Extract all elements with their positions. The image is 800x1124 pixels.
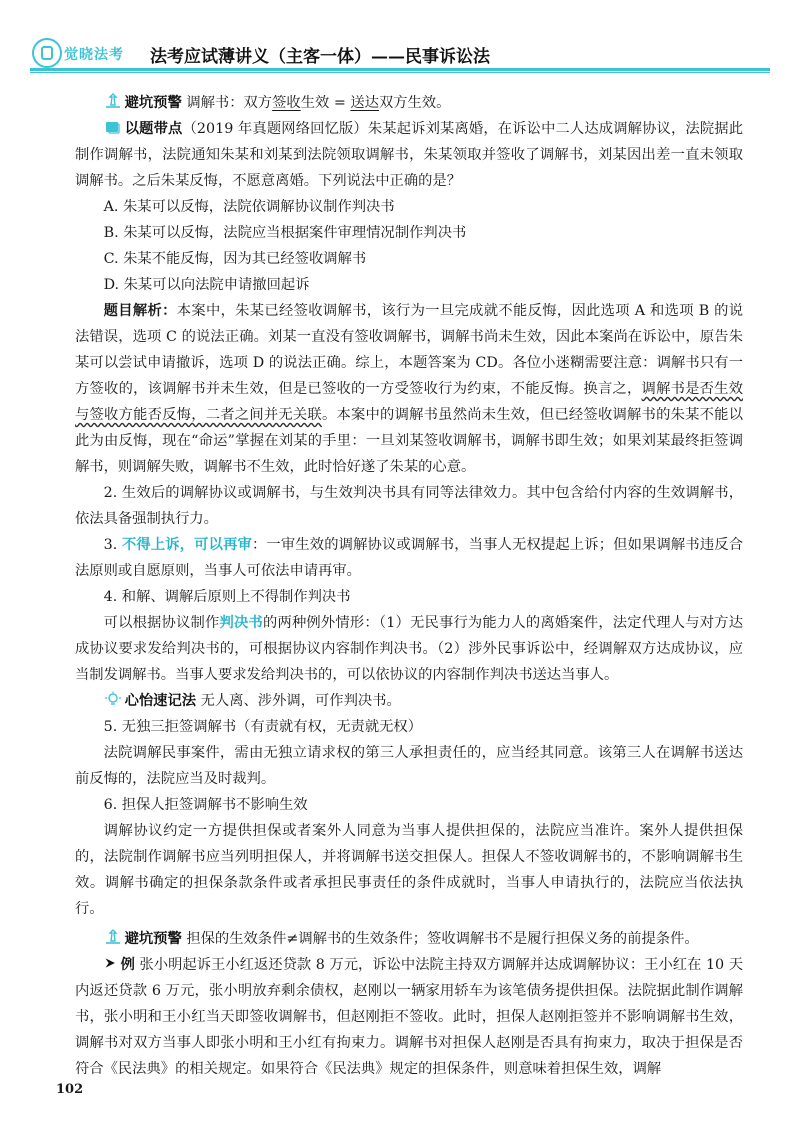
memory-tip-tag: 心怡速记法 [124, 693, 197, 709]
header-title: 法考应试薄讲义（主客一体）——民事诉讼法 [150, 47, 490, 67]
paragraph-5-body: 法院调解民事案件，需由无独立请求权的第三人承担责任的，应当经其同意。该第三人在调解书送达前反悔的，法院应当及时裁判。 [75, 745, 743, 787]
warning-text-sign: 签收 [272, 95, 301, 111]
warning-text-2: 担保的生效条件≠调解书的生效条件；签收调解书不是履行担保义务的前提条件。 [186, 931, 699, 947]
paragraph-4-body-b: 的两种例外情形：（1）无民事行为能力人的离婚案件，法定代理人与对方达成协议要求发给判决书的，可根据协议内容制作判决书。（2）涉外民事诉讼中，经调解双方达成协议，应当制发调解书。当事人要求发给判决书的，可以依协议的内容制作判决书送达当事人。 [75, 615, 744, 683]
paragraph-3-rest: ：一审生效的调解协议或调解书，当事人无权提起上诉；但如果调解书违反合法原则或自愿原则，当事人可依法申请再审。 [75, 537, 744, 579]
exam-question-text: （2019 年真题网络回忆版）朱某起诉刘某离婚，在诉讼中二人达成调解协议，法院据此制作调解书，法院通知朱某和刘某到法院领取调解书，朱某领取并签收了调解书，刘某因出差一直未领取调解书。之后朱某反悔，不愿意离婚。下列说法中正确的是？ [75, 121, 743, 189]
page-number: 102 [56, 1082, 84, 1097]
paragraph-4-body [75, 610, 743, 688]
option-a: A. 朱某可以反悔，法院依调解协议制作判决书 [103, 199, 395, 215]
paragraph-6-body: 调解协议约定一方提供担保或者案外人同意为当事人提供担保的，法院应当准许。案外人提供担保的，法院制作调解书应当列明担保人，并将调解书送交担保人。担保人不签收调解书的，不影响调解书生效。调解书确定的担保条款条件或者承担民事责任的条件成就时，当事人申请执行的，法院应当依法执行。 [75, 823, 743, 917]
example-text: 张小明起诉王小红返还贷款 8 万元，诉讼中法院主持双方调解并达成调解协议：王小红在 10 天内返还贷款 6 万元，张小明放弃剩余债权，赵刚以一辆家用轿车为该笔债务提供担保。法院据此制作调解书，张小明和王小红当天即签收调解书，但赵刚拒不签收。此时，担保人赵刚拒签并不影响调解书生效，调解书对双方当事人即张小明和王小红有拘束力。调解书对担保人赵刚是否具有拘束力，取决于担保是否符合《民法典》的相关规定。如果符合《民法典》规定的担保条件，则意味着担保生效，调解 [75, 957, 744, 1077]
warning-text-e: 双方生效。 [378, 95, 451, 111]
memory-tip-text: 无人离、涉外调，可作判决书。 [200, 693, 401, 709]
warning-tower-icon [104, 93, 122, 109]
page-content [75, 90, 743, 1082]
analysis-label: 题目解析： [103, 303, 177, 319]
exam-question-block [75, 116, 743, 194]
header-rule-thin [30, 72, 770, 73]
paragraph-3 [75, 532, 743, 584]
paragraph-3-highlight: 不得上诉，可以再审 [121, 537, 252, 553]
paragraph-5-heading: 5. 无独三拒签调解书（有责就有权，无责就无权） [103, 719, 423, 735]
paragraph-4-highlight: 判决书 [219, 615, 263, 631]
header-rule [30, 68, 770, 71]
paragraph-4-heading: 4. 和解、调解后原则上不得制作判决书 [103, 589, 351, 605]
page-header [0, 0, 800, 74]
warning-block [75, 90, 743, 116]
example-block [75, 952, 743, 1082]
warning-block-2 [75, 926, 743, 952]
paragraph-3-prefix: 3. [103, 537, 122, 553]
analysis-text-a: 本案中，朱某已经签收调解书，该行为一旦完成就不能反悔，因此选项 A 和选项 B 的说法错误，选项 C 的说法正确。刘某一直没有签收调解书，调解书尚未生效，因此本案尚在诉讼中，原告朱某可以尝试申请撤诉，选项 D 的说法正确。综上，本题答案为 CD。各位小迷糊需要注意：调解书只有一方签收的，该调解书并未生效，但是已签收的一方受签收行为约束，不能反悔。换言之， [75, 303, 743, 397]
warning-text-a: 调解书：双方 [186, 95, 273, 111]
paragraph-6-heading: 6. 担保人拒签调解书不影响生效 [103, 797, 308, 813]
arrow-right-icon [104, 955, 118, 971]
book-icon [104, 119, 122, 135]
warning-tag: 避坑预警 [124, 95, 182, 111]
option-b: B. 朱某可以反悔，法院应当根据案件审理情况制作判决书 [103, 225, 467, 241]
paragraph-2: 2. 生效后的调解协议或调解书，与生效判决书具有同等法律效力。其中包含给付内容的生效调解书，依法具备强制执行力。 [75, 485, 743, 527]
warning-tag-2: 避坑预警 [124, 931, 182, 947]
warning-text-serve: 送达 [350, 95, 379, 111]
exam-question-tag: 以题带点 [124, 121, 183, 137]
brand-logo-icon [32, 38, 62, 68]
option-c: C. 朱某不能反悔，因为其已经签收调解书 [103, 251, 367, 267]
analysis-text-b: 。本案中的调解书虽然尚未生效，但已经签收调解书的朱某不能以此为由反悔，现在“命运”掌握在刘某的手里：一旦刘某签收调解书，调解书即生效；如果刘某最终拒签调解书，则调解失败，调解书不生效，此时恰好遂了朱某的心意。 [75, 407, 743, 475]
example-label: 例 [120, 957, 135, 973]
analysis [75, 298, 743, 480]
warning-text-c: 生效 = [300, 95, 351, 111]
memory-tip-block [75, 688, 743, 714]
paragraph-4-body-a: 可以根据协议制作 [103, 615, 220, 631]
brand-name: 觉晓法考 [64, 47, 124, 63]
lightbulb-icon [104, 691, 122, 707]
analysis-key-point: 调解书是否生效与签收方能否反悔，二者之间并无关联 [75, 381, 744, 423]
warning-tower-icon [104, 929, 122, 945]
option-d: D. 朱某可以向法院申请撤回起诉 [103, 277, 310, 293]
